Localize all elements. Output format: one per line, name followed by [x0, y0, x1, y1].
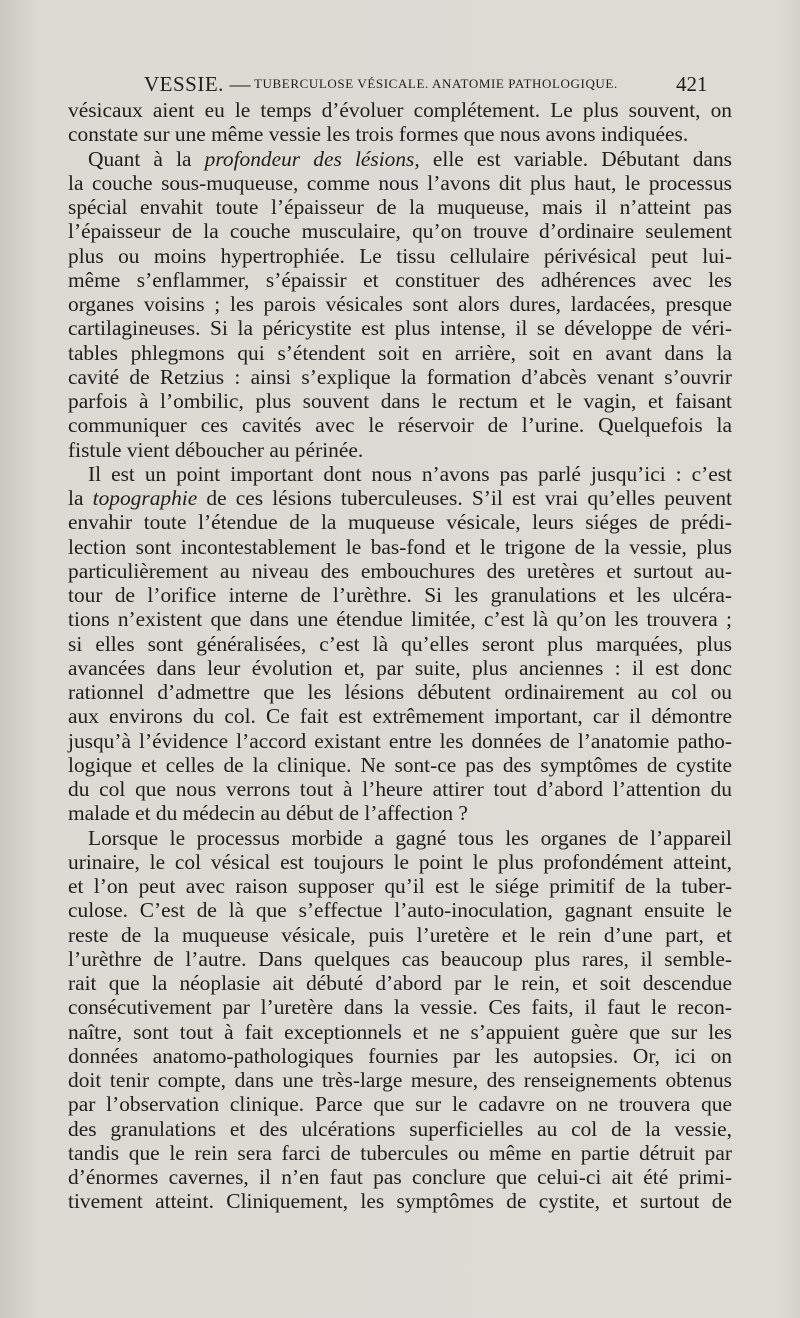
text-line: logique et celles de la clinique. Ne sont-ce pas des symptômes de cystite	[68, 752, 732, 777]
italic-term: topographie	[92, 486, 198, 510]
text-line: tions n’existent que dans une étendue limitée, c’est là qu’on les trouvera ;	[68, 607, 732, 632]
text-line: envahir toute l’étendue de la muqueuse vésicale, leurs siéges de prédi-	[68, 510, 732, 535]
text-line: consécutivement par l’uretère dans la vessie. Ces faits, il faut le recon-	[68, 995, 732, 1020]
text-line: avancées dans leur évolution et, par suite, plus anciennes : il est donc	[68, 655, 732, 680]
text-segment: la	[68, 486, 93, 510]
text-segment: Quant à la	[88, 146, 205, 171]
text-line: malade et du médecin au début de l’affection ?	[68, 801, 468, 826]
text-line: vésicaux aient eu le temps d’évoluer complétement. Le plus souvent, on	[68, 98, 732, 122]
page-number: 421	[676, 72, 708, 96]
text-line: fistule vient déboucher au périnée.	[68, 437, 364, 462]
body-text	[68, 98, 732, 1214]
text-line: cavité de Retzius : ainsi s’explique la formation d’abcès venant s’ouvrir	[68, 364, 732, 389]
header-chapter-title: TUBERCULOSE VÉSICALE. ANATOMIE PATHOLOGIQUE.	[254, 76, 618, 91]
text-line: l’épaisseur de la couche musculaire, qu’on trouve d’ordinaire seulement	[68, 219, 732, 244]
text-line: la couche sous-muqueuse, comme nous l’avons dit plus haut, le processus	[68, 170, 732, 195]
text-line: reste de la muqueuse vésicale, puis l’uretère et le rein d’une part, et	[68, 922, 732, 947]
text-line: tivement atteint. Cliniquement, les symptômes de cystite, et surtout de	[68, 1189, 732, 1214]
text-line: d’énormes cavernes, il n’en faut pas conclure que celui-ci ait été primi-	[68, 1165, 732, 1189]
text-line: organes voisins ; les parois vésicales sont alors dures, lardacées, presque	[68, 292, 732, 316]
text-line: culose. C’est de là que s’effectue l’auto-inoculation, gagnant ensuite le	[68, 898, 732, 923]
text-line: plus ou moins hypertrophiée. Le tissu cellulaire périvésical peut lui-	[68, 243, 732, 268]
text-line: données anatomo-pathologiques fournies par les autopsies. Or, ici on	[68, 1043, 732, 1068]
text-line: l’urèthre de l’autre. Dans quelques cas beaucoup plus rares, il semble-	[68, 946, 732, 971]
header-section-title: VESSIE. —	[144, 72, 252, 96]
text-line: lection sont incontestablement le bas-fond et le trigone de la vessie, plus	[68, 534, 732, 559]
text-line: par l’observation clinique. Parce que sur le cadavre on ne trouvera que	[68, 1092, 732, 1117]
text-segment: elle est variable. Débutant dans	[419, 146, 732, 171]
text-line: si elles sont généralisées, c’est là qu’elles seront plus marquées, plus	[68, 631, 732, 656]
text-line: doit tenir compte, dans une très-large mesure, des renseignements obtenus	[68, 1068, 732, 1092]
italic-term: profondeur des lésions,	[204, 146, 420, 171]
text-line: spécial envahit toute l’épaisseur de la muqueuse, mais il n’atteint pas	[68, 195, 732, 219]
text-line: tour de l’orifice interne de l’urèthre. Si les granulations et les ulcéra-	[68, 583, 732, 607]
text-line: rait que la néoplasie ait débuté d’abord par le rein, et soit descendue	[68, 971, 732, 995]
text-line	[68, 486, 732, 510]
text-line: tandis que le rein sera farci de tubercules ou même en partie détruit par	[68, 1140, 732, 1165]
text-line: rationnel d’admettre que les lésions débutent ordinairement au col ou	[68, 680, 732, 704]
text-line: particulièrement au niveau des embouchures des uretères et surtout au-	[68, 558, 732, 583]
text-line: cartilagineuses. Si la péricystite est plus intense, il se développe de véri-	[68, 316, 732, 341]
text-line: et l’on peut avec raison supposer qu’il est le siége primitif de la tuber-	[68, 874, 732, 898]
text-line: du col que nous verrons tout à l’heure attirer tout d’abord l’attention du	[68, 777, 732, 801]
text-line: communiquer ces cavités avec le réservoir de l’urine. Quelquefois la	[68, 413, 732, 438]
text-line: urinaire, le col vésical est toujours le point le plus profondément atteint,	[68, 849, 732, 874]
text-line: parfois à l’ombilic, plus souvent dans le rectum et le vagin, et faisant	[68, 389, 732, 413]
text-line: Il est un point important dont nous n’avons pas parlé jusqu’ici : c’est	[88, 461, 732, 486]
text-line: naître, sont tout à fait exceptionnels et ne s’appuient guère que sur les	[68, 1019, 732, 1044]
text-line: aux environs du col. Ce fait est extrêmement important, car il démontre	[68, 704, 732, 729]
text-line	[68, 147, 732, 171]
text-line: constate sur une même vessie les trois formes que nous avons indiquées.	[68, 122, 689, 147]
text-line: tables phlegmons qui s’étendent soit en arrière, soit en avant dans la	[68, 340, 732, 365]
text-line: jusqu’à l’évidence l’accord existant entre les données de l’anatomie patho-	[68, 728, 732, 753]
text-line: des granulations et des ulcérations superficielles au col de la vessie,	[68, 1116, 732, 1141]
text-line: Lorsque le processus morbide a gagné tous les organes de l’appareil	[88, 825, 732, 850]
text-segment: de ces lésions tuberculeuses. S’il est vrai qu’elles peuvent	[197, 486, 732, 510]
text-line: même s’enflammer, s’épaissir et constituer des adhérences avec les	[68, 267, 732, 292]
